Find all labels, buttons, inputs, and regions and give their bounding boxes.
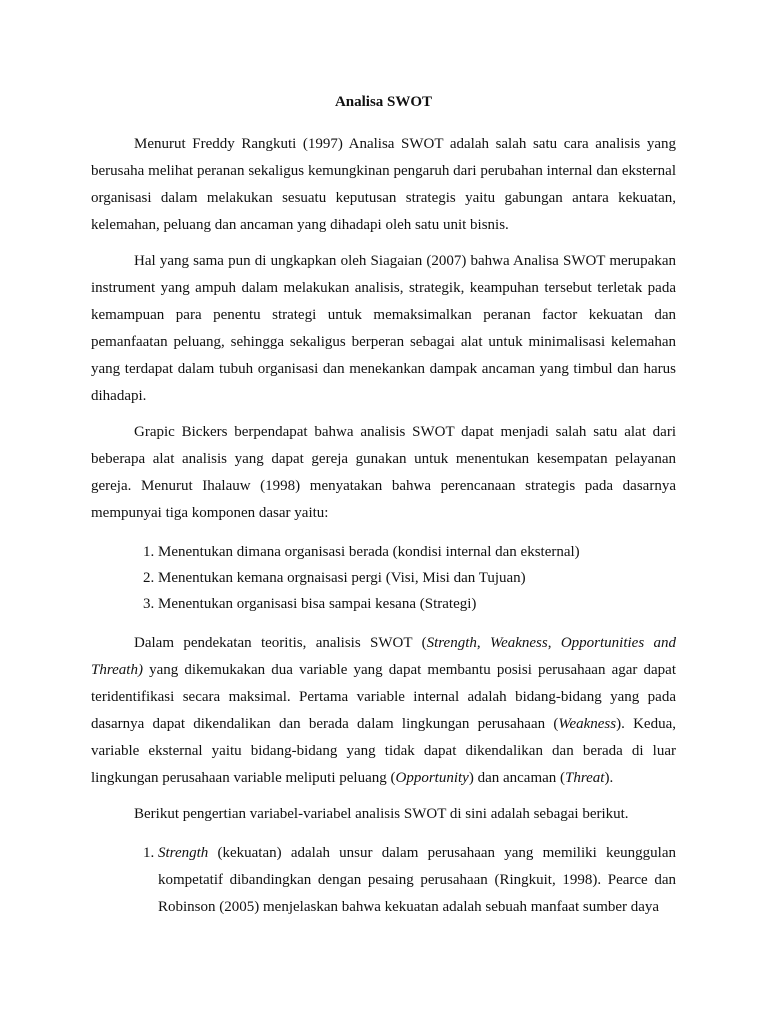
- list-item: 3. Menentukan organisasi bisa sampai kesana (Strategi): [158, 591, 676, 617]
- paragraph-2: Hal yang sama pun di ungkapkan oleh Siagaian (2007) bahwa Analisa SWOT merupakan instrument yang ampuh dalam melakukan analisis, strategik, keampuhan tersebut terletak pada kemampuan para penentu strategi untuk memaksimalkan peranan factor kekuatan dan pemanfaatan peluang, sehingga sekaligus berperan sebagai alat untuk minimalisasi kelemahan yang terdapat dalam tubuh organisasi dan menekankan dampak ancaman yang timbul dan harus dihadapi.: [91, 253, 676, 404]
- term-opportunity: Opportunity: [395, 770, 469, 786]
- text-run: ,: [547, 635, 561, 651]
- paragraph-5: Berikut pengertian variabel-variabel analisis SWOT di sini adalah sebagai berikut.: [134, 806, 629, 822]
- paragraph-3: Grapic Bickers berpendapat bahwa analisis SWOT dapat menjadi salah satu alat dari beberapa alat analisis yang dapat gereja gunakan untuk menentukan kesempatan pelayanan gereja. Menurut Ihalauw (1998) menyatakan bahwa perencanaan strategis pada dasarnya mempunyai tiga komponen dasar yaitu:: [91, 424, 676, 521]
- list-item: 1. Menentukan dimana organisasi berada (kondisi internal dan eksternal): [158, 539, 676, 565]
- term-strength: Strength: [426, 635, 477, 651]
- text-run: ,: [476, 635, 490, 651]
- text-run: ).: [604, 770, 614, 786]
- definition-text: (kekuatan) adalah unsur dalam perusahaan yang memiliki keunggulan kompetatif dibandingkan dengan pesaing perusahaan (Ringkuit, 1998). Pearce dan Robinson (2005) menjelaskan bahwa kekuatan adalah sebuah manfaat sumber daya: [158, 845, 676, 915]
- definition-list: [91, 840, 676, 921]
- term-strength: Strength: [158, 845, 209, 861]
- list-item: 2. Menentukan kemana orgnaisasi pergi (Visi, Misi dan Tujuan): [158, 565, 676, 591]
- paragraph-4: [91, 630, 676, 792]
- text-run: ) dan ancaman (: [468, 770, 566, 786]
- list-item: [158, 840, 676, 921]
- term-weakness: Weakness: [558, 716, 617, 732]
- document-title: Analisa SWOT: [334, 94, 433, 110]
- term-weakness: Weakness: [489, 635, 548, 651]
- text-run: ). Kedua, variable eksternal yaitu bidang-bidang yang tidak dapat dikendalikan dan berada di luar lingkungan perusahaan variable meliputi peluang (: [91, 716, 676, 786]
- term-threat: Threat: [565, 770, 605, 786]
- text-run: Dalam pendekatan teoritis, analisis SWOT (: [134, 635, 427, 651]
- text-run: yang dikemukakan dua variable yang dapat membantu posisi perusahaan agar dapat teridentifikasi secara maksimal. Pertama variable internal adalah bidang-bidang yang pada dasarnya dapat dikendalikan dan berada dalam lingkungan perusahaan (: [91, 662, 676, 732]
- paragraph-1: Menurut Freddy Rangkuti (1997) Analisa SWOT adalah salah satu cara analisis yang berusaha melihat peranan sekaligus kemungkinan pengaruh dari perubahan internal dan eksternal organisasi dalam melakukan sesuatu keputusan strategis yaitu gabungan antara kekuatan, kelemahan, peluang dan ancaman yang dihadapi oleh satu unit bisnis.: [91, 136, 676, 233]
- component-list: [91, 539, 676, 617]
- term-opportunities-threath: Opportunities and Threath): [91, 635, 677, 678]
